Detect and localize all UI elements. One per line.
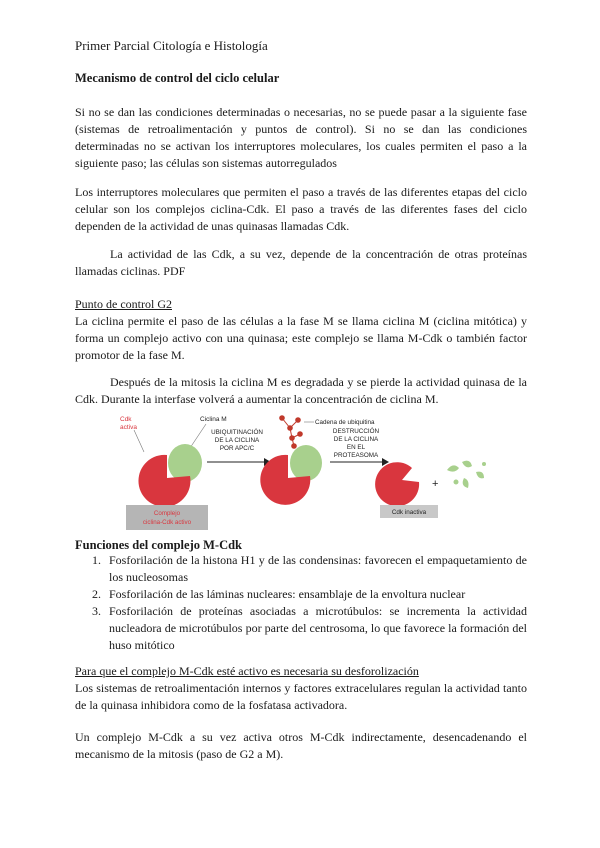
destruccion-label-1: DESTRUCCIÓN xyxy=(332,428,380,435)
destruccion-label-2: DE LA CICLINA xyxy=(333,436,379,443)
plus-sign: + xyxy=(432,478,439,490)
ciclina-m-shape-2 xyxy=(290,445,322,481)
cdk-cycle-figure xyxy=(112,410,512,535)
functions-list xyxy=(75,552,527,654)
complejo-box xyxy=(126,505,208,530)
functions-heading: Funciones del complejo M-Cdk xyxy=(75,538,243,552)
paragraph-2: Los interruptores moleculares que permiten el paso a través de las diferentes etapas del ciclo celular son los complejos ciclina-Cdk. El paso a través de las diferentes fases del ciclo dependen de la actividad de unas quinasas llamadas Cdk. xyxy=(75,185,527,233)
destruccion-label-3: EN EL xyxy=(346,444,366,451)
list-item: 3. Fosforilación de proteínas asociadas a microtúbulos: se incrementa la actividad nucleadora de microtúbulos por parte del centrosoma, lo que favorece la formación del huso mitótico xyxy=(92,604,527,652)
list-item: 2. Fosforilación de las láminas nucleares: ensamblaje de la envoltura nuclear xyxy=(92,587,466,601)
section-title: Mecanismo de control del ciclo celular xyxy=(75,71,280,85)
desfosforilacion-heading: Para que el complejo M-Cdk esté activo es necesaria su desforolización xyxy=(75,664,419,678)
paragraph-7: Un complejo M-Cdk a su vez activa otros M-Cdk indirectamente, desencadenando el mecanismo de la mitosis (paso de G2 a M). xyxy=(75,730,527,761)
complejo-label-1: Complejo xyxy=(153,510,181,517)
paragraph-5: Después de la mitosis la ciclina M es degradada y se pierde la actividad quinasa de la Cdk. Durante la interfase volverá a aumentar la concentración de ciclina M. xyxy=(75,375,527,406)
list-item: 1. Fosforilación de la histona H1 y de las condensinas: favorecen el empaquetamiento de los nucleosomas xyxy=(92,553,527,584)
ciclina-m-shape-1 xyxy=(168,444,202,482)
paragraph-4: La ciclina permite el paso de las células a la fase M se llama ciclina M (ciclina mitótica) y forma un complejo activo con una quinasa; este complejo se llama M-Cdk o también factor promotor de la fase M. xyxy=(75,314,527,362)
cdk-inactive-shape xyxy=(375,462,419,506)
ciclina-m-label: Ciclina M xyxy=(200,416,227,423)
ciclina-fragments-icon xyxy=(447,461,486,488)
complejo-label-2: ciclina-Cdk activo xyxy=(142,519,192,526)
cdk-activa-label-1: Cdk xyxy=(120,416,132,423)
cdk-inactiva-label: Cdk inactiva xyxy=(391,509,427,516)
ubiquitinacion-label-2: DE LA CICLINA xyxy=(214,437,260,444)
paragraph-1: Si no se dan las condiciones determinadas o necesarias, no se puede pasar a la siguiente fase (sistemas de retroalimentación y puntos de control). Si no se dan las condiciones determinadas no se activan los interruptores moleculares, los cuales permiten el paso a la siguiente paso; las células son sistemas autorregulados xyxy=(75,105,527,170)
cadena-ubiquitina-label: Cadena de ubiquitina xyxy=(315,419,375,426)
document-header: Primer Parcial Citología e Histología xyxy=(75,38,268,53)
destruccion-label-4: PROTEASOMA xyxy=(333,452,379,459)
ubiquitinacion-label-1: UBIQUITINACIÓN xyxy=(211,429,263,436)
ubiquitin-chain-icon xyxy=(279,415,303,449)
g2-heading: Punto de control G2 xyxy=(75,297,172,311)
paragraph-3: La actividad de las Cdk, a su vez, depende de la concentración de otras proteínas llamadas ciclinas. PDF xyxy=(75,247,527,278)
ubiquitinacion-label-3: POR APC/C xyxy=(219,445,255,452)
cdk-activa-label-2: activa xyxy=(120,424,137,431)
paragraph-6: Los sistemas de retroalimentación internos y factores extracelulares regulan la actividad tanto de la quinasa inhibidora como de la fosfatasa activadora. xyxy=(75,681,527,712)
